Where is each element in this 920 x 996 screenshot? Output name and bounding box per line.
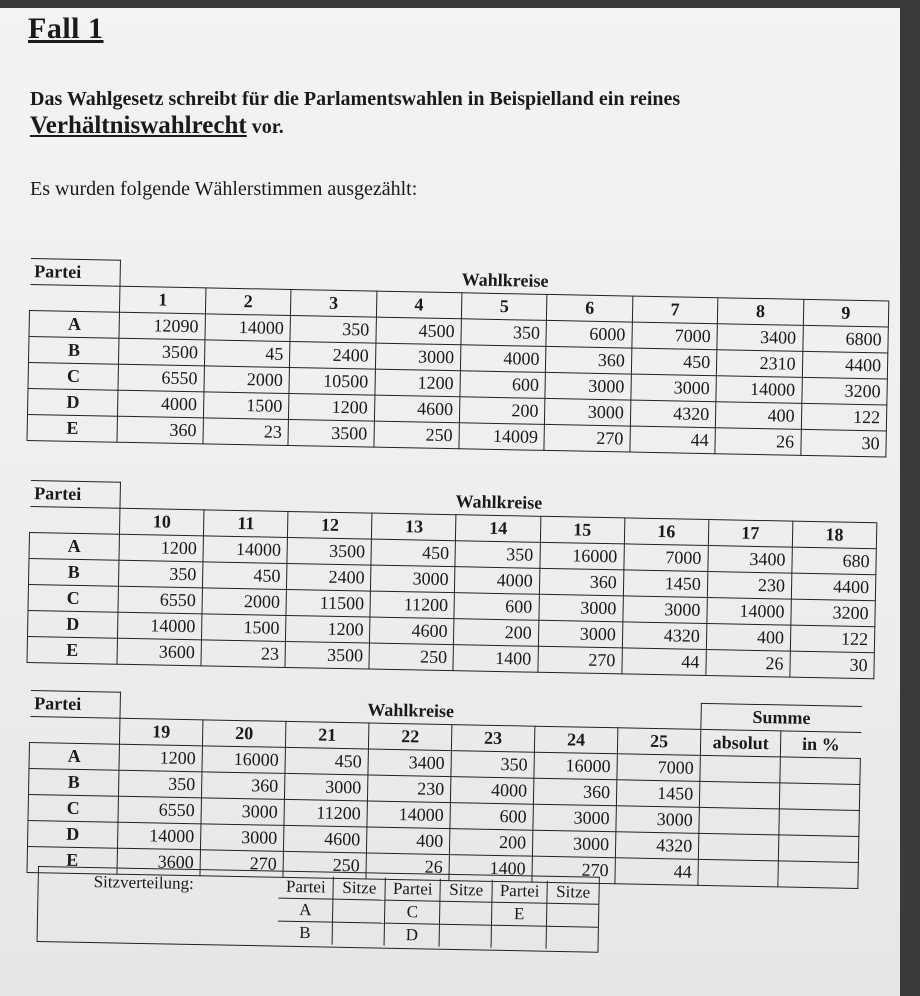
vote-count-cell: 680	[792, 547, 877, 575]
vote-count-cell: 400	[366, 827, 449, 855]
vote-count-cell: 1450	[616, 780, 700, 808]
vote-count-cell: 270	[544, 424, 630, 452]
sum-absolute-cell[interactable]	[699, 807, 779, 835]
vote-count-cell: 400	[716, 402, 802, 430]
vote-count-cell: 4600	[283, 825, 366, 853]
vote-count-cell: 350	[455, 541, 540, 569]
vote-count-cell: 3600	[117, 848, 200, 876]
vote-count-cell: 600	[460, 371, 546, 399]
vote-count-cell: 3200	[791, 599, 876, 627]
vote-count-cell: 4600	[374, 395, 460, 423]
vote-count-cell: 1400	[453, 645, 538, 673]
vote-count-cell: 360	[533, 778, 616, 806]
seat-value-input[interactable]	[333, 899, 385, 923]
sum-percent-cell[interactable]	[778, 835, 858, 863]
party-label: A	[29, 742, 119, 770]
seat-value-input[interactable]	[546, 926, 598, 949]
vote-count-cell: 450	[631, 348, 717, 376]
vote-count-cell: 1500	[203, 392, 289, 420]
district-number: 2	[205, 288, 291, 316]
district-number: 10	[120, 508, 205, 536]
vote-count-cell: 7000	[632, 322, 718, 350]
vote-count-cell: 10500	[289, 368, 375, 396]
vote-count-cell: 6550	[118, 586, 203, 614]
vote-count-cell: 14000	[367, 801, 450, 829]
vote-count-cell: 16000	[534, 752, 617, 780]
party-label: E	[27, 846, 117, 874]
vote-count-cell: 3000	[371, 565, 456, 593]
vote-count-cell: 44	[630, 426, 716, 454]
votes-table-districts-1-9	[26, 258, 889, 457]
vote-count-cell: 250	[283, 851, 366, 879]
sum-percent-cell[interactable]	[779, 809, 859, 837]
vote-count-cell: 200	[459, 397, 545, 425]
district-number: 15	[540, 516, 625, 544]
term-verhaeltniswahlrecht: Verhältniswahlrecht	[30, 112, 247, 139]
vote-count-cell: 3000	[538, 620, 623, 648]
vote-count-cell: 1400	[449, 855, 532, 883]
vote-count-cell: 26	[715, 428, 801, 456]
vote-count-cell: 1200	[289, 393, 375, 421]
vote-count-cell: 16000	[539, 542, 624, 570]
vote-count-cell: 350	[118, 770, 201, 798]
vote-count-cell: 3400	[717, 324, 803, 352]
vote-count-cell: 230	[367, 775, 450, 803]
vote-count-cell: 6000	[546, 320, 632, 348]
vote-count-cell: 11500	[286, 589, 371, 617]
district-number: 12	[288, 511, 373, 539]
vote-count-cell: 122	[801, 403, 887, 431]
sum-absolute-cell[interactable]	[700, 755, 780, 783]
vote-count-cell: 360	[539, 568, 624, 596]
vote-count-cell: 3400	[708, 546, 793, 574]
vote-count-cell: 4320	[615, 832, 699, 860]
vote-count-cell: 350	[451, 751, 534, 779]
votes-table-districts-19-25	[26, 690, 861, 889]
districts-header: Wahlkreise	[120, 692, 701, 729]
vote-count-cell: 4400	[802, 351, 888, 379]
party-label: B	[28, 336, 119, 364]
vote-count-cell: 3000	[545, 398, 631, 426]
vote-count-cell: 3500	[287, 537, 372, 565]
vote-count-cell: 3000	[616, 806, 700, 834]
seat-header-party-2: Partei	[385, 878, 441, 902]
vote-count-cell: 3000	[538, 594, 623, 622]
sum-percent-header: in %	[780, 731, 860, 759]
districts-header: Wahlkreise	[120, 260, 889, 301]
district-number: 3	[291, 290, 377, 318]
party-label: B	[28, 558, 119, 586]
vote-count-cell: 4320	[622, 622, 707, 650]
district-number: 7	[632, 296, 718, 324]
district-number: 23	[451, 725, 534, 753]
party-label: D	[27, 388, 118, 416]
district-number: 4	[376, 291, 462, 319]
vote-count-cell: 3000	[623, 596, 708, 624]
district-number: 11	[204, 510, 289, 538]
sum-absolute-cell[interactable]	[698, 859, 778, 887]
vote-count-cell: 11200	[370, 591, 455, 619]
sum-absolute-cell[interactable]	[698, 833, 778, 861]
vote-count-cell: 3000	[532, 830, 615, 858]
vote-count-cell: 1200	[375, 369, 461, 397]
vote-count-cell: 3000	[545, 372, 631, 400]
vote-count-cell: 2310	[717, 350, 803, 378]
vote-count-cell: 3000	[631, 374, 717, 402]
vote-count-cell: 11200	[284, 799, 367, 827]
vote-count-cell: 450	[371, 539, 456, 567]
district-number: 18	[792, 521, 877, 549]
seat-value-input[interactable]	[439, 924, 491, 947]
vote-count-cell: 16000	[202, 746, 285, 774]
vote-count-cell: 1200	[119, 534, 204, 562]
vote-count-cell: 14000	[203, 536, 288, 564]
seat-header-seats-1: Sitze	[333, 877, 385, 900]
vote-count-cell: 7000	[617, 754, 701, 782]
seat-value-input[interactable]	[547, 903, 599, 927]
vote-count-cell: 3400	[368, 749, 451, 777]
district-number: 5	[461, 293, 547, 321]
vote-count-cell: 4000	[460, 345, 546, 373]
vote-count-cell: 44	[615, 858, 699, 886]
seat-header-party-3: Partei	[492, 880, 548, 904]
seat-table-row	[278, 921, 598, 950]
seat-table	[278, 876, 599, 950]
vote-count-cell: 1450	[623, 570, 708, 598]
vote-count-cell: 14000	[205, 314, 291, 342]
district-number: 25	[617, 728, 701, 756]
vote-count-cell: 3000	[533, 804, 616, 832]
party-label: B	[28, 768, 118, 796]
seat-party-cell: C	[385, 900, 441, 924]
party-label: D	[27, 820, 117, 848]
party-label: A	[29, 310, 120, 338]
votes-table-districts-10-18	[26, 480, 877, 679]
vote-count-cell: 400	[706, 624, 791, 652]
vote-count-cell: 350	[461, 319, 547, 347]
vote-count-cell: 2400	[290, 342, 376, 370]
vote-count-cell: 4400	[791, 573, 876, 601]
vote-count-cell: 600	[450, 803, 533, 831]
party-column-header: Partei	[30, 481, 121, 509]
vote-count-cell: 3000	[201, 798, 284, 826]
vote-count-cell: 30	[790, 651, 875, 679]
vote-count-cell: 600	[454, 593, 539, 621]
vote-count-cell: 4000	[450, 777, 533, 805]
district-number: 20	[202, 720, 285, 748]
seat-party-cell	[491, 925, 547, 949]
party-label: C	[28, 794, 118, 822]
vote-count-cell: 1200	[286, 615, 371, 643]
seat-party-cell: A	[278, 898, 333, 922]
vote-count-cell: 360	[201, 772, 284, 800]
screen-top-edge	[0, 0, 920, 8]
party-label: E	[27, 636, 118, 664]
vote-count-cell: 4600	[370, 617, 455, 645]
vote-count-cell: 26	[366, 853, 449, 881]
sum-header: Summe	[701, 703, 861, 732]
intro-line-2-tail: vor.	[246, 116, 284, 138]
vote-count-cell: 450	[203, 562, 288, 590]
vote-count-cell: 14000	[118, 612, 203, 640]
party-label: E	[27, 414, 118, 442]
seat-header-seats-2: Sitze	[440, 879, 492, 902]
vote-count-cell: 7000	[624, 544, 709, 572]
vote-count-cell: 270	[200, 850, 283, 878]
vote-count-cell: 3500	[288, 419, 374, 447]
seat-party-cell: B	[278, 921, 333, 945]
vote-count-cell: 4320	[630, 400, 716, 428]
vote-count-cell: 14009	[459, 423, 545, 451]
case-title: Fall 1	[28, 12, 104, 45]
seat-header-party-1: Partei	[278, 876, 333, 900]
vote-count-cell: 4000	[455, 567, 540, 595]
party-label: C	[28, 362, 119, 390]
sum-absolute-header: absolut	[700, 729, 780, 757]
vote-count-cell: 360	[117, 416, 203, 444]
vote-count-cell: 3000	[375, 343, 461, 371]
intro-line-3: Es wurden folgende Wählerstimmen ausgezählt:	[30, 178, 418, 200]
vote-count-cell: 44	[622, 648, 707, 676]
vote-count-cell: 250	[374, 421, 460, 449]
vote-count-cell: 23	[201, 640, 286, 668]
intro-line-2	[30, 112, 284, 140]
sum-percent-cell[interactable]	[779, 783, 859, 811]
districts-header: Wahlkreise	[120, 482, 877, 523]
vote-count-cell: 3000	[284, 773, 367, 801]
party-label: A	[29, 532, 120, 560]
district-number: 19	[119, 718, 202, 746]
vote-count-cell: 3000	[200, 824, 283, 852]
vote-count-cell: 14000	[716, 376, 802, 404]
vote-count-cell: 2000	[202, 588, 287, 616]
district-number: 6	[547, 294, 633, 322]
vote-count-cell: 3600	[117, 638, 202, 666]
party-column-header: Partei	[30, 259, 121, 287]
vote-count-cell: 6550	[118, 364, 204, 392]
vote-count-cell: 4500	[376, 317, 462, 345]
vote-count-cell: 14000	[707, 598, 792, 626]
district-number: 24	[534, 726, 617, 754]
vote-count-cell: 14000	[117, 822, 200, 850]
vote-count-cell: 45	[204, 340, 290, 368]
vote-count-cell: 6800	[802, 325, 888, 353]
district-number: 1	[120, 286, 206, 314]
seat-party-cell: D	[384, 923, 440, 947]
party-label: D	[27, 610, 118, 638]
seat-value-input[interactable]	[440, 901, 492, 925]
vote-count-cell: 2400	[287, 563, 372, 591]
intro-line-1: Das Wahlgesetz schreibt für die Parlamentswahlen in Beispielland ein reines	[30, 88, 681, 110]
screen-right-edge	[900, 0, 920, 996]
district-number: 22	[368, 723, 451, 751]
sum-percent-cell[interactable]	[780, 757, 860, 785]
sum-percent-cell[interactable]	[778, 861, 858, 889]
party-label: C	[28, 584, 119, 612]
district-number: 9	[803, 299, 889, 327]
vote-count-cell: 122	[790, 625, 875, 653]
vote-count-cell: 360	[546, 346, 632, 374]
vote-count-cell: 1200	[119, 744, 202, 772]
vote-count-cell: 6550	[118, 796, 201, 824]
vote-count-cell: 450	[285, 747, 368, 775]
vote-count-cell: 26	[706, 650, 791, 678]
vote-count-cell: 350	[290, 316, 376, 344]
seat-header-seats-3: Sitze	[547, 881, 599, 904]
vote-count-cell: 200	[454, 619, 539, 647]
district-number: 13	[372, 513, 457, 541]
vote-count-cell: 23	[203, 418, 289, 446]
vote-count-cell: 4000	[118, 390, 204, 418]
seat-distribution-box	[37, 866, 600, 953]
seat-distribution-label: Sitzverteilung:	[93, 872, 194, 893]
vote-count-cell: 270	[532, 856, 615, 884]
district-number: 14	[456, 515, 541, 543]
district-number: 8	[718, 298, 804, 326]
district-number: 16	[624, 518, 709, 546]
vote-count-cell: 200	[449, 829, 532, 857]
party-column-header: Partei	[30, 691, 120, 719]
vote-count-cell: 250	[369, 643, 454, 671]
vote-count-cell: 1500	[202, 614, 287, 642]
vote-count-cell: 230	[707, 572, 792, 600]
vote-count-cell: 3500	[119, 338, 205, 366]
vote-count-cell: 270	[537, 646, 622, 674]
vote-count-cell: 2000	[204, 366, 290, 394]
vote-count-cell: 3500	[285, 641, 370, 669]
vote-count-cell: 30	[800, 429, 886, 457]
vote-count-cell: 12090	[119, 312, 205, 340]
seat-value-input[interactable]	[332, 922, 384, 945]
sum-absolute-cell[interactable]	[699, 781, 779, 809]
vote-count-cell: 3200	[801, 377, 887, 405]
district-number: 21	[285, 721, 368, 749]
district-number: 17	[708, 520, 793, 548]
seat-party-cell: E	[491, 902, 547, 926]
vote-count-cell: 350	[119, 560, 204, 588]
